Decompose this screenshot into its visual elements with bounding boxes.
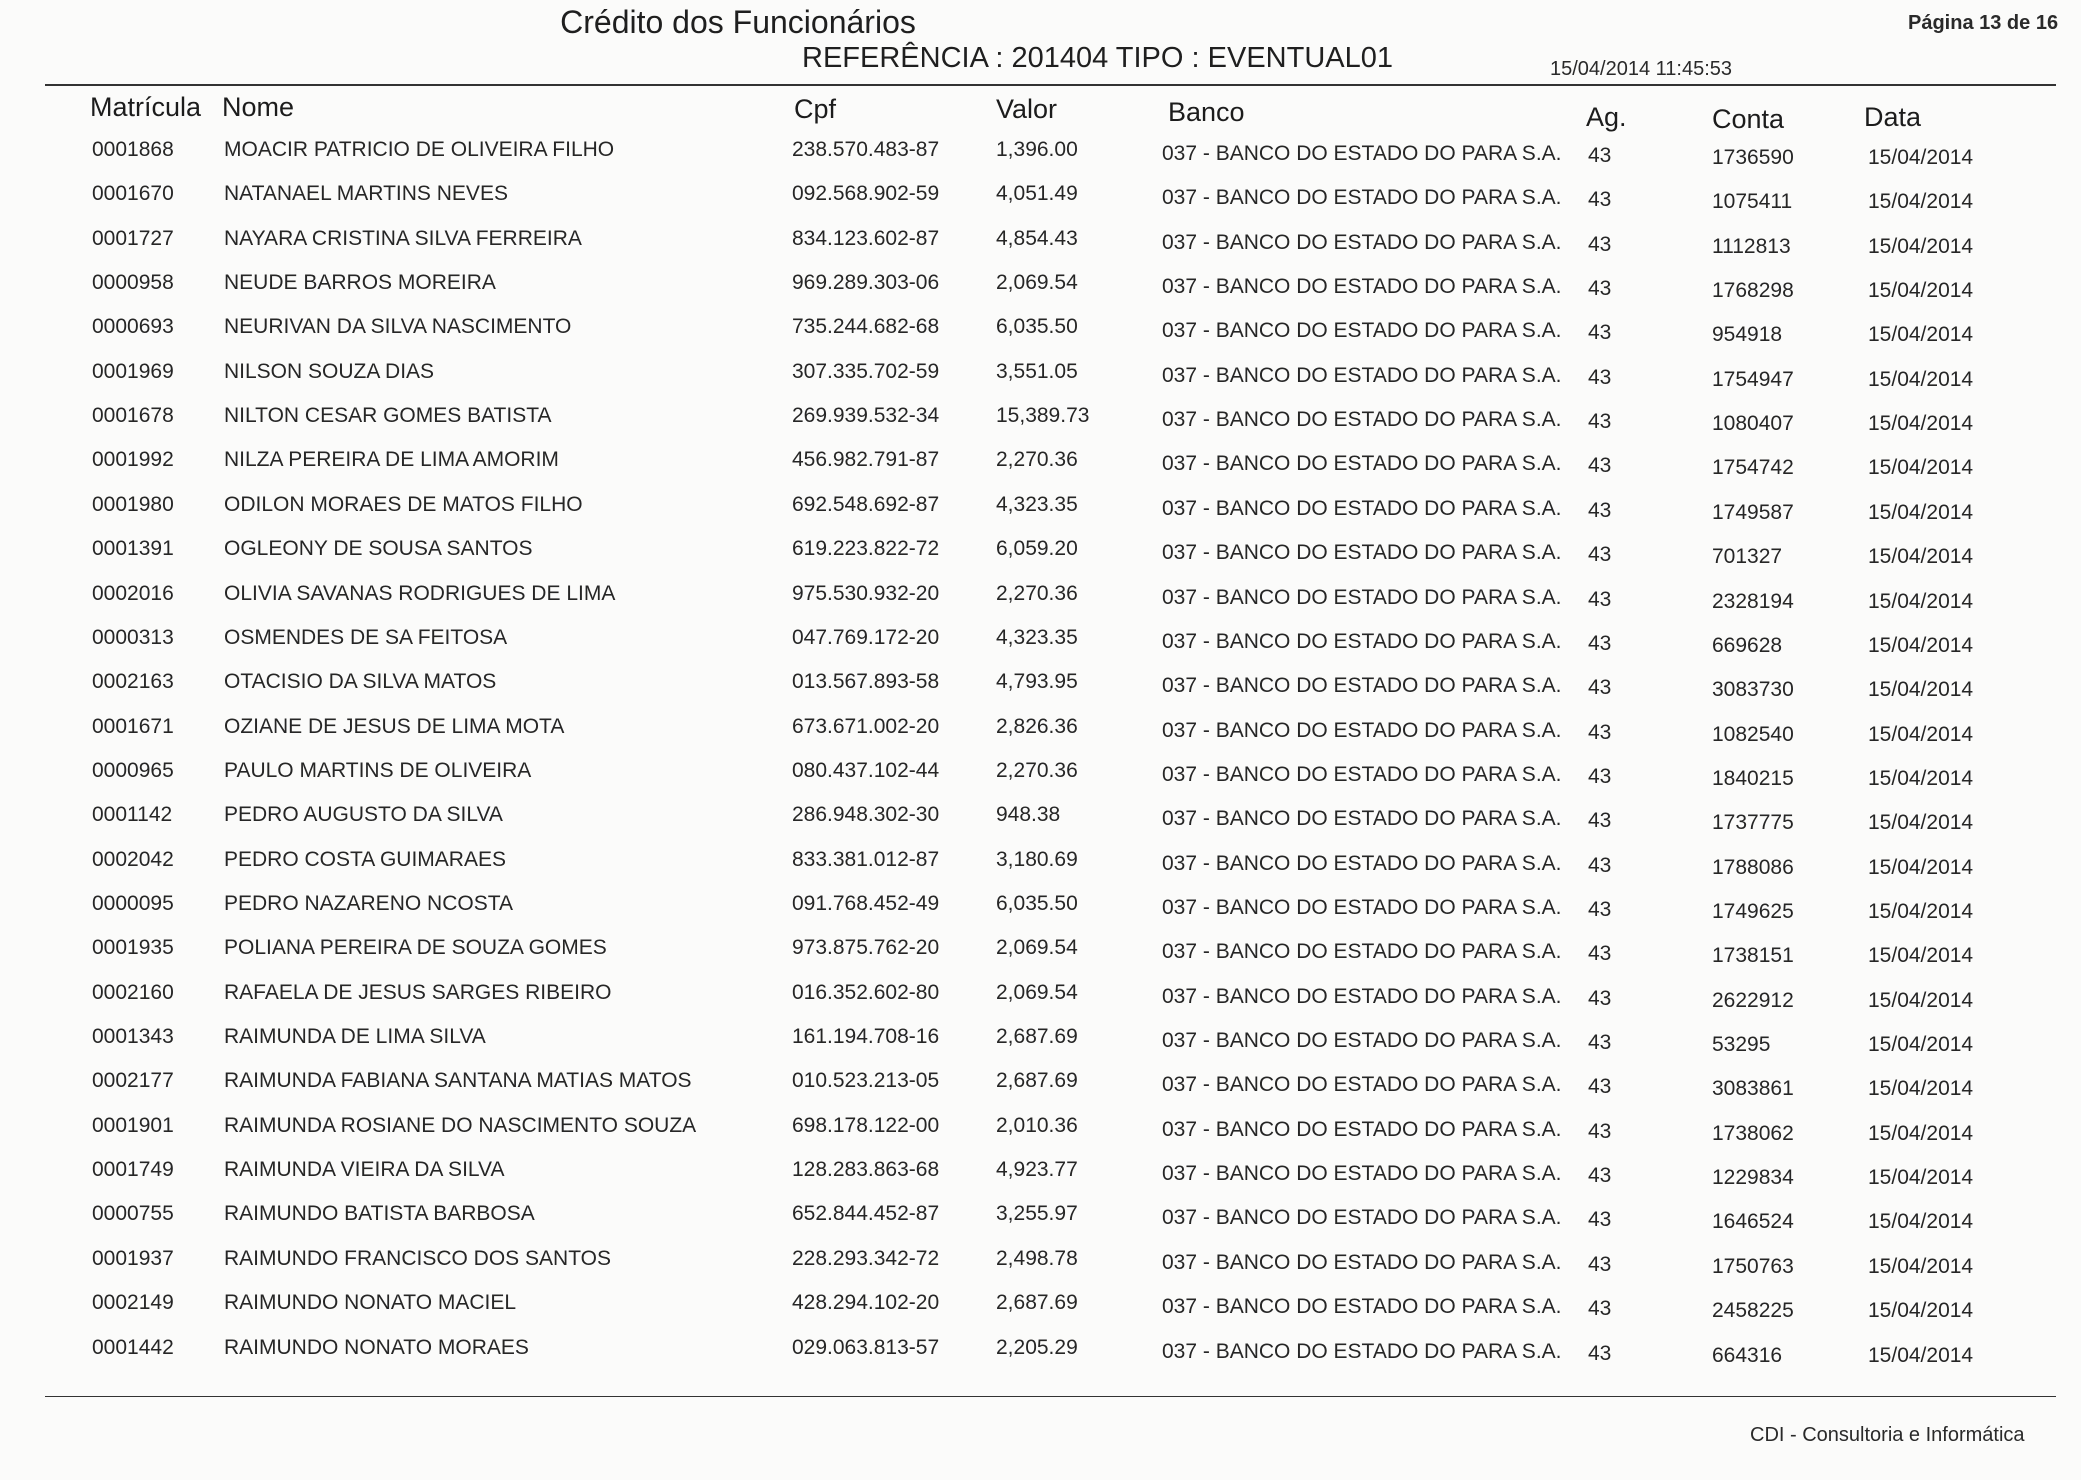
cell-ag: 43 [1588, 1164, 1612, 1188]
cell-matricula: 0001992 [92, 448, 174, 472]
cell-valor: 2,270.36 [996, 448, 1078, 472]
cell-matricula: 0001391 [92, 537, 174, 561]
table-row [0, 404, 2081, 444]
cell-nome: RAIMUNDO NONATO MORAES [224, 1335, 529, 1359]
cell-conta: 664316 [1712, 1343, 1783, 1367]
cell-cpf: 673.671.002-20 [792, 714, 940, 738]
cell-banco: 037 - BANCO DO ESTADO DO PARA S.A. [1162, 496, 1562, 520]
cell-conta: 669628 [1712, 633, 1783, 657]
cell-matricula: 0001935 [92, 936, 174, 960]
cell-matricula: 0002177 [92, 1069, 174, 1093]
cell-banco: 037 - BANCO DO ESTADO DO PARA S.A. [1162, 363, 1562, 387]
cell-data: 15/04/2014 [1868, 589, 1974, 613]
cell-matricula: 0002163 [92, 670, 174, 694]
cell-banco: 037 - BANCO DO ESTADO DO PARA S.A. [1162, 851, 1562, 875]
cell-data: 15/04/2014 [1868, 722, 1974, 746]
report-timestamp: 15/04/2014 11:45:53 [1550, 58, 1733, 80]
cell-data: 15/04/2014 [1868, 500, 1974, 524]
column-header-matricula: Matrícula [90, 92, 202, 122]
cell-matricula: 0001670 [92, 182, 174, 206]
cell-ag: 43 [1588, 1119, 1612, 1143]
cell-nome: PEDRO NAZARENO NCOSTA [224, 892, 513, 915]
table-row [0, 582, 2081, 622]
cell-cpf: 080.437.102-44 [792, 758, 940, 782]
cell-valor: 4,323.35 [996, 492, 1078, 516]
cell-cpf: 307.335.702-59 [792, 359, 940, 383]
cell-data: 15/04/2014 [1868, 811, 1974, 835]
cell-ag: 43 [1588, 410, 1612, 434]
cell-matricula: 0000313 [92, 625, 174, 649]
cell-data: 15/04/2014 [1868, 146, 1974, 169]
cell-matricula: 0000693 [92, 315, 174, 339]
cell-conta: 1749587 [1712, 500, 1794, 524]
table-row [0, 360, 2081, 400]
cell-data: 15/04/2014 [1868, 1077, 1974, 1101]
cell-valor: 2,687.69 [996, 1025, 1078, 1048]
cell-cpf: 698.178.122-00 [792, 1113, 940, 1137]
cell-conta: 1112813 [1712, 234, 1791, 258]
cell-matricula: 0001678 [92, 404, 174, 428]
table-row [0, 1202, 2081, 1242]
cell-valor: 2,826.36 [996, 714, 1078, 738]
cell-cpf: 228.293.342-72 [792, 1246, 940, 1270]
cell-nome: RAFAELA DE JESUS SARGES RIBEIRO [224, 980, 612, 1004]
header-divider [45, 84, 2056, 86]
cell-conta: 1075411 [1712, 190, 1793, 214]
cell-conta: 1229834 [1712, 1166, 1794, 1190]
cell-valor: 4,854.43 [996, 226, 1078, 250]
cell-banco: 037 - BANCO DO ESTADO DO PARA S.A. [1162, 1029, 1562, 1052]
cell-data: 15/04/2014 [1868, 1210, 1974, 1234]
cell-conta: 701327 [1712, 545, 1783, 569]
cell-data: 15/04/2014 [1868, 855, 1974, 879]
cell-nome: OGLEONY DE SOUSA SANTOS [224, 537, 533, 561]
cell-valor: 3,255.97 [996, 1202, 1078, 1226]
cell-cpf: 973.875.762-20 [792, 936, 940, 960]
cell-matricula: 0001901 [92, 1113, 174, 1137]
table-row [0, 892, 2081, 932]
cell-nome: NATANAEL MARTINS NEVES [224, 182, 508, 206]
cell-nome: PEDRO AUGUSTO DA SILVA [224, 803, 503, 827]
page-number: Página 13 de 16 [1908, 12, 2059, 34]
cell-ag: 43 [1588, 543, 1612, 567]
cell-cpf: 619.223.822-72 [792, 537, 940, 561]
cell-valor: 6,035.50 [996, 892, 1078, 915]
cell-cpf: 834.123.602-87 [792, 226, 940, 250]
cell-nome: OSMENDES DE SA FEITOSA [224, 625, 508, 649]
cell-matricula: 0002016 [92, 581, 174, 605]
cell-valor: 3,551.05 [996, 359, 1078, 383]
cell-nome: RAIMUNDA FABIANA SANTANA MATIAS MATOS [224, 1069, 692, 1093]
cell-valor: 4,793.95 [996, 670, 1078, 694]
cell-conta: 53295 [1712, 1033, 1771, 1056]
cell-cpf: 286.948.302-30 [792, 803, 940, 827]
cell-cpf: 092.568.902-59 [792, 182, 940, 206]
cell-banco: 037 - BANCO DO ESTADO DO PARA S.A. [1162, 896, 1562, 919]
table-row [0, 981, 2081, 1021]
cell-data: 15/04/2014 [1868, 944, 1974, 968]
cell-valor: 6,035.50 [996, 315, 1078, 339]
cell-ag: 43 [1588, 720, 1612, 744]
cell-conta: 1736590 [1712, 146, 1794, 169]
cell-banco: 037 - BANCO DO ESTADO DO PARA S.A. [1162, 452, 1562, 476]
cell-data: 15/04/2014 [1868, 1299, 1974, 1323]
cell-valor: 2,069.54 [996, 980, 1078, 1004]
table-row [0, 315, 2081, 355]
table-row [0, 138, 2081, 178]
table-row [0, 715, 2081, 755]
cell-ag: 43 [1588, 764, 1612, 788]
cell-nome: NEURIVAN DA SILVA NASCIMENTO [224, 315, 572, 339]
cell-cpf: 652.844.452-87 [792, 1202, 940, 1226]
cell-nome: OLIVIA SAVANAS RODRIGUES DE LIMA [224, 581, 616, 605]
cell-ag: 43 [1588, 277, 1612, 301]
cell-banco: 037 - BANCO DO ESTADO DO PARA S.A. [1162, 807, 1562, 831]
cell-ag: 43 [1588, 232, 1612, 256]
cell-valor: 4,051.49 [996, 182, 1078, 206]
cell-data: 15/04/2014 [1868, 633, 1974, 657]
table-row [0, 1291, 2081, 1331]
cell-banco: 037 - BANCO DO ESTADO DO PARA S.A. [1162, 275, 1562, 299]
cell-valor: 2,270.36 [996, 581, 1078, 605]
cell-valor: 948.38 [996, 803, 1061, 827]
cell-data: 15/04/2014 [1868, 988, 1974, 1012]
cell-matricula: 0000755 [92, 1202, 174, 1226]
cell-cpf: 833.381.012-87 [792, 847, 940, 871]
footer-divider [45, 1396, 2056, 1397]
cell-matricula: 0000965 [92, 758, 174, 782]
cell-ag: 43 [1588, 853, 1612, 877]
cell-conta: 1737775 [1712, 811, 1794, 835]
column-header-conta: Conta [1712, 104, 1785, 134]
cell-nome: ODILON MORAES DE MATOS FILHO [224, 492, 583, 516]
cell-ag: 43 [1588, 1031, 1612, 1054]
cell-data: 15/04/2014 [1868, 456, 1974, 480]
cell-banco: 037 - BANCO DO ESTADO DO PARA S.A. [1162, 762, 1562, 786]
cell-data: 15/04/2014 [1868, 1121, 1974, 1145]
cell-cpf: 735.244.682-68 [792, 315, 940, 339]
cell-nome: PAULO MARTINS DE OLIVEIRA [224, 758, 532, 782]
cell-ag: 43 [1588, 1208, 1612, 1232]
cell-ag: 43 [1588, 454, 1612, 478]
cell-matricula: 0002149 [92, 1291, 174, 1315]
cell-conta: 3083730 [1712, 678, 1794, 702]
cell-matricula: 0002042 [92, 847, 174, 871]
cell-ag: 43 [1588, 587, 1612, 611]
cell-matricula: 0001142 [92, 803, 173, 827]
cell-data: 15/04/2014 [1868, 279, 1974, 303]
cell-data: 15/04/2014 [1868, 545, 1974, 569]
cell-valor: 2,270.36 [996, 758, 1078, 782]
table-row [0, 626, 2081, 666]
cell-banco: 037 - BANCO DO ESTADO DO PARA S.A. [1162, 541, 1562, 565]
cell-cpf: 428.294.102-20 [792, 1291, 940, 1315]
column-header-cpf: Cpf [794, 94, 837, 124]
cell-cpf: 269.939.532-34 [792, 404, 940, 428]
cell-data: 15/04/2014 [1868, 234, 1974, 258]
table-row [0, 448, 2081, 488]
cell-conta: 1788086 [1712, 855, 1794, 879]
cell-data: 15/04/2014 [1868, 1166, 1974, 1190]
cell-matricula: 0001868 [92, 138, 174, 161]
cell-cpf: 692.548.692-87 [792, 492, 940, 516]
table-row [0, 848, 2081, 888]
cell-ag: 43 [1588, 676, 1612, 700]
column-header-ag: Ag. [1586, 102, 1627, 132]
report-subtitle: REFERÊNCIA : 201404 TIPO : EVENTUAL01 [802, 42, 1393, 74]
cell-ag: 43 [1588, 144, 1612, 167]
cell-matricula: 0002160 [92, 980, 174, 1004]
column-header-data: Data [1864, 102, 1922, 132]
cell-valor: 2,205.29 [996, 1335, 1078, 1359]
cell-nome: OZIANE DE JESUS DE LIMA MOTA [224, 714, 565, 738]
cell-data: 15/04/2014 [1868, 1343, 1974, 1367]
cell-ag: 43 [1588, 498, 1612, 522]
cell-banco: 037 - BANCO DO ESTADO DO PARA S.A. [1162, 585, 1562, 609]
cell-conta: 1749625 [1712, 900, 1794, 923]
cell-data: 15/04/2014 [1868, 323, 1974, 347]
cell-nome: RAIMUNDA ROSIANE DO NASCIMENTO SOUZA [224, 1113, 697, 1137]
table-row [0, 493, 2081, 533]
cell-ag: 43 [1588, 809, 1612, 833]
cell-matricula: 0001343 [92, 1025, 174, 1048]
cell-valor: 15,389.73 [996, 404, 1090, 428]
cell-cpf: 029.063.813-57 [792, 1335, 940, 1359]
cell-ag: 43 [1588, 986, 1612, 1010]
cell-banco: 037 - BANCO DO ESTADO DO PARA S.A. [1162, 1295, 1562, 1319]
cell-nome: NEUDE BARROS MOREIRA [224, 271, 496, 295]
cell-conta: 1768298 [1712, 279, 1794, 303]
cell-matricula: 0000958 [92, 271, 174, 295]
cell-nome: NILZA PEREIRA DE LIMA AMORIM [224, 448, 559, 472]
cell-valor: 2,069.54 [996, 271, 1078, 295]
cell-banco: 037 - BANCO DO ESTADO DO PARA S.A. [1162, 1250, 1562, 1274]
cell-banco: 037 - BANCO DO ESTADO DO PARA S.A. [1162, 718, 1562, 742]
cell-ag: 43 [1588, 1075, 1612, 1099]
cell-matricula: 0000095 [92, 892, 174, 915]
cell-banco: 037 - BANCO DO ESTADO DO PARA S.A. [1162, 1073, 1562, 1097]
table-row [0, 1247, 2081, 1287]
column-header-banco: Banco [1168, 97, 1245, 127]
cell-data: 15/04/2014 [1868, 412, 1974, 436]
cell-banco: 037 - BANCO DO ESTADO DO PARA S.A. [1162, 319, 1562, 343]
cell-cpf: 047.769.172-20 [792, 625, 940, 649]
column-header-nome: Nome [222, 92, 295, 122]
cell-cpf: 975.530.932-20 [792, 581, 940, 605]
cell-banco: 037 - BANCO DO ESTADO DO PARA S.A. [1162, 230, 1562, 254]
cell-data: 15/04/2014 [1868, 766, 1974, 790]
cell-cpf: 128.283.863-68 [792, 1158, 940, 1182]
cell-data: 15/04/2014 [1868, 900, 1974, 923]
cell-valor: 1,396.00 [996, 138, 1078, 161]
cell-valor: 2,498.78 [996, 1246, 1078, 1270]
cell-ag: 43 [1588, 321, 1612, 345]
cell-ag: 43 [1588, 188, 1612, 212]
cell-matricula: 0001749 [92, 1158, 174, 1182]
cell-ag: 43 [1588, 1341, 1612, 1365]
cell-data: 15/04/2014 [1868, 678, 1974, 702]
cell-data: 15/04/2014 [1868, 1254, 1974, 1278]
table-row [0, 1114, 2081, 1154]
cell-ag: 43 [1588, 1297, 1612, 1321]
report-title: Crédito dos Funcionários [560, 4, 916, 40]
cell-matricula: 0001937 [92, 1246, 174, 1270]
cell-valor: 3,180.69 [996, 847, 1078, 871]
cell-banco: 037 - BANCO DO ESTADO DO PARA S.A. [1162, 629, 1562, 653]
cell-data: 15/04/2014 [1868, 367, 1974, 391]
table-row [0, 936, 2081, 976]
cell-valor: 2,687.69 [996, 1291, 1078, 1315]
cell-banco: 037 - BANCO DO ESTADO DO PARA S.A. [1162, 1339, 1562, 1363]
table-row [0, 803, 2081, 843]
cell-ag: 43 [1588, 898, 1612, 921]
cell-valor: 4,923.77 [996, 1158, 1078, 1182]
cell-nome: NILSON SOUZA DIAS [224, 359, 435, 383]
cell-matricula: 0001969 [92, 359, 174, 383]
cell-banco: 037 - BANCO DO ESTADO DO PARA S.A. [1162, 142, 1562, 165]
cell-banco: 037 - BANCO DO ESTADO DO PARA S.A. [1162, 186, 1562, 210]
cell-banco: 037 - BANCO DO ESTADO DO PARA S.A. [1162, 408, 1562, 432]
table-row [0, 227, 2081, 267]
cell-nome: NILTON CESAR GOMES BATISTA [224, 404, 552, 428]
table-row [0, 1069, 2081, 1109]
cell-valor: 6,059.20 [996, 537, 1078, 561]
cell-cpf: 010.523.213-05 [792, 1069, 940, 1093]
cell-data: 15/04/2014 [1868, 190, 1974, 214]
cell-matricula: 0001442 [92, 1335, 174, 1359]
table-row [0, 182, 2081, 222]
cell-cpf: 456.982.791-87 [792, 448, 940, 472]
cell-data: 15/04/2014 [1868, 1033, 1974, 1056]
cell-conta: 2328194 [1712, 589, 1794, 613]
cell-conta: 1080407 [1712, 412, 1794, 436]
cell-banco: 037 - BANCO DO ESTADO DO PARA S.A. [1162, 984, 1562, 1008]
cell-ag: 43 [1588, 631, 1612, 655]
cell-conta: 1646524 [1712, 1210, 1794, 1234]
cell-conta: 1754947 [1712, 367, 1794, 391]
cell-nome: PEDRO COSTA GUIMARAES [224, 847, 506, 871]
cell-cpf: 969.289.303-06 [792, 271, 940, 295]
table-row [0, 1158, 2081, 1198]
table-row [0, 271, 2081, 311]
table-row [0, 1336, 2081, 1376]
table-row [0, 670, 2081, 710]
cell-conta: 2458225 [1712, 1299, 1794, 1323]
cell-banco: 037 - BANCO DO ESTADO DO PARA S.A. [1162, 1206, 1562, 1230]
cell-cpf: 161.194.708-16 [792, 1025, 940, 1048]
table-row [0, 537, 2081, 577]
cell-nome: RAIMUNDO FRANCISCO DOS SANTOS [224, 1246, 611, 1270]
table-row [0, 1025, 2081, 1065]
cell-conta: 1840215 [1712, 766, 1794, 790]
cell-banco: 037 - BANCO DO ESTADO DO PARA S.A. [1162, 940, 1562, 964]
cell-matricula: 0001980 [92, 492, 174, 516]
cell-nome: RAIMUNDO NONATO MACIEL [224, 1291, 517, 1315]
cell-conta: 1738062 [1712, 1121, 1794, 1145]
cell-matricula: 0001671 [92, 714, 174, 738]
cell-nome: OTACISIO DA SILVA MATOS [224, 670, 497, 694]
cell-valor: 2,069.54 [996, 936, 1078, 960]
cell-valor: 4,323.35 [996, 625, 1078, 649]
cell-cpf: 238.570.483-87 [792, 138, 940, 161]
cell-nome: NAYARA CRISTINA SILVA FERREIRA [224, 226, 582, 250]
cell-conta: 954918 [1712, 323, 1783, 347]
cell-nome: POLIANA PEREIRA DE SOUZA GOMES [224, 936, 607, 960]
cell-nome: MOACIR PATRICIO DE OLIVEIRA FILHO [224, 138, 615, 161]
cell-valor: 2,010.36 [996, 1113, 1078, 1137]
cell-conta: 1754742 [1712, 456, 1794, 480]
cell-ag: 43 [1588, 1252, 1612, 1276]
cell-ag: 43 [1588, 942, 1612, 966]
cell-nome: RAIMUNDA DE LIMA SILVA [224, 1025, 486, 1048]
cell-cpf: 016.352.602-80 [792, 980, 940, 1004]
column-header-valor: Valor [996, 94, 1058, 124]
cell-valor: 2,687.69 [996, 1069, 1078, 1093]
table-row [0, 759, 2081, 799]
cell-nome: RAIMUNDO BATISTA BARBOSA [224, 1202, 535, 1226]
cell-conta: 2622912 [1712, 988, 1794, 1012]
cell-ag: 43 [1588, 365, 1612, 389]
cell-banco: 037 - BANCO DO ESTADO DO PARA S.A. [1162, 1162, 1562, 1186]
cell-conta: 3083861 [1712, 1077, 1794, 1101]
footer-company: CDI - Consultoria e Informática [1750, 1424, 2025, 1446]
cell-cpf: 013.567.893-58 [792, 670, 940, 694]
cell-conta: 1738151 [1712, 944, 1794, 968]
cell-nome: RAIMUNDA VIEIRA DA SILVA [224, 1158, 505, 1182]
cell-banco: 037 - BANCO DO ESTADO DO PARA S.A. [1162, 1117, 1562, 1141]
cell-cpf: 091.768.452-49 [792, 892, 940, 915]
cell-banco: 037 - BANCO DO ESTADO DO PARA S.A. [1162, 674, 1562, 698]
cell-matricula: 0001727 [92, 226, 174, 250]
cell-conta: 1082540 [1712, 722, 1794, 746]
cell-conta: 1750763 [1712, 1254, 1794, 1278]
